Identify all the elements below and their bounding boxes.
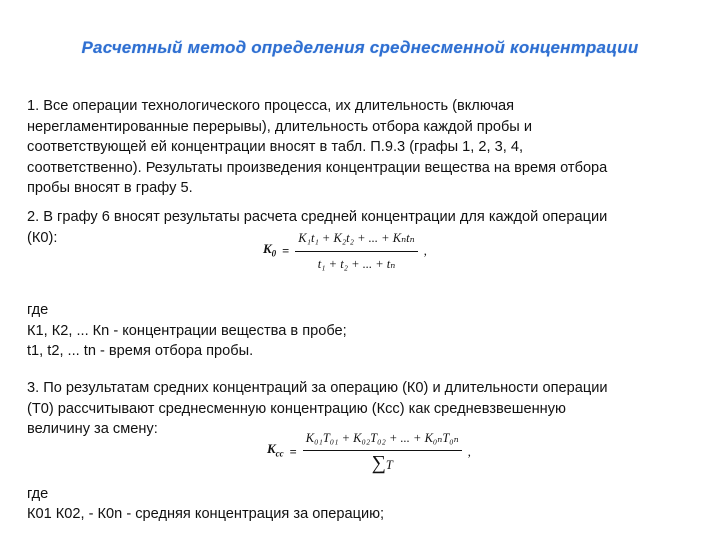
paragraph-3	[27, 378, 695, 525]
sigma-symbol: ∑	[371, 452, 386, 475]
text-line: 3. По результатам средних концентраций за операцию (К0) и длительности операции	[27, 379, 608, 396]
formula-comma: ,	[423, 243, 427, 258]
paragraph-2	[27, 207, 695, 362]
definition-line: К1, К2, ... Кn - концентрации вещества в пробе;	[27, 322, 347, 339]
text-line: соответственно). Результаты произведения концентрации вещества на время отбора	[27, 159, 608, 176]
definition-line: К01 К02, - К0n - средняя концентрация за операцию;	[27, 506, 385, 523]
formula-denominator: t₁ + t₂ + ... + tₙ	[317, 256, 396, 271]
text-line: (К0):	[27, 229, 58, 246]
formula-comma: ,	[467, 444, 471, 459]
paragraph-1	[27, 96, 695, 199]
equals-sign: =	[282, 243, 290, 258]
text-line: 2. В графу 6 вносят результаты расчета средней концентрации для каждой операции	[27, 208, 608, 225]
formula-denominator: ∑T	[371, 452, 393, 475]
fraction-bar	[303, 450, 462, 451]
equals-sign: =	[289, 444, 297, 459]
formula-lhs: $K_0$	[263, 240, 277, 259]
where-label: где	[27, 485, 49, 502]
text-line: пробы вносят в графу 5.	[27, 180, 193, 197]
text-line: соответствующей ей концентрации вносят в табл. П.9.3 (графы 1, 2, 3, 4,	[27, 139, 524, 156]
where-label: где	[27, 302, 49, 319]
formula-numerator: K₀₁T₀₁ + K₀₂T₀₂ + ... + K₀ₙT₀ₙ	[305, 430, 459, 445]
formula-shift-concentration	[27, 430, 695, 484]
text-line: 1. Все операции технологического процесса, их длительность (включая	[27, 98, 515, 114]
slide-title: Расчетный метод определения среднесменной концентрации	[81, 38, 639, 57]
text-line: (Т0) рассчитывают среднесменную концентрацию (Кcc) как средневзвешенную	[27, 400, 566, 417]
slide-content	[27, 96, 695, 525]
text-line: нерегламентированные перерывы), длительность отбора каждой пробы и	[27, 118, 532, 135]
definition-line: t1, t2, ... tn - время отбора пробы.	[27, 343, 254, 360]
fraction-bar	[295, 251, 417, 252]
formula-lhs: $K_{cc}$	[267, 441, 284, 459]
text-line: величину за смену:	[27, 421, 158, 438]
formula-numerator: K₁t₁ + K₂t₂ + ... + Kₙtₙ	[298, 231, 415, 246]
